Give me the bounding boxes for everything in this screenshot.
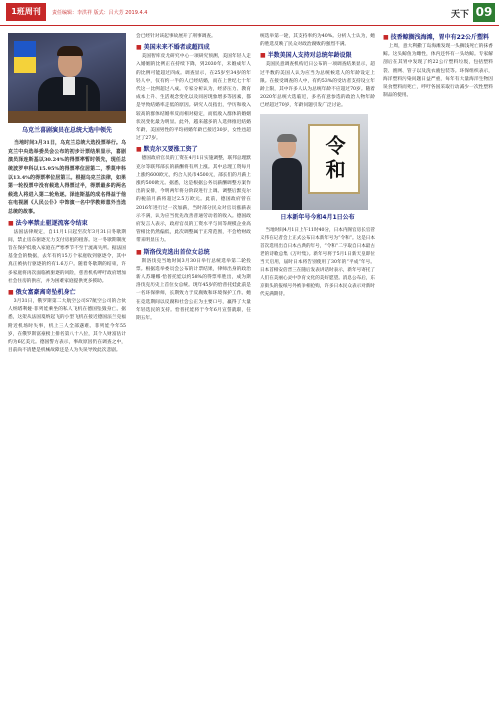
zelensky-photo [8,33,126,123]
reiwa-photo [260,114,368,210]
article-headline: ■ 默克尔又要涨工资了 [136,146,198,154]
article-body: 统选举第一轮，其支持率约为40%。分析人士认为，她的胜选反映了民众对政治腐败的强烈不满。 [260,34,375,48]
page-number: 09 [473,3,495,22]
column-2 [136,33,251,697]
article-body: 斯洛伐克当地时间3月30日举行总统选举第二轮投票。根据选举委员会公布的计票结果，律师出身的政治新人苏珊娜·恰普托娃以约58%的得票率胜出，成为斯洛伐克历史上首位女总统。现年45岁的恰普托娃此前是一名环保律师，长期致力于反腐败和环境保护工作。她在竞选期间以反腐和社会公正为主要口号，赢得了大量年轻选民的支持。恰普托娃将于今年6月宣誓就职，任期五年。 [136,258,251,322]
bullet-icon: ■ [383,34,389,41]
hair-shape [277,134,297,142]
article-body: 上周，意大利撒丁岛海滩发现一头搁浅死亡的抹香鲸。这头鲸鱼为雌性，体内还怀有一头幼鲸。专家解剖后在其胃中发现了约22公斤塑料垃圾，包括塑料袋、渔网、管子以及洗衣液包装等。环保组织表示，海洋塑料污染问题日益严重，每年有大量海洋生物因误食塑料而死亡，呼吁各国采取行动减少一次性塑料制品的使用。 [383,44,493,99]
column-3 [260,33,375,697]
desk-shape [8,111,126,123]
article-body: 法国法律规定，自11月1日起至次年3月31日冬歇期间，禁止房东驱逐无力支付房租的租客。这一冬歇期制度旨在保护低收入家庭在严寒季节不至于流离失所。据法国基金会的数据，去年有约15万个家庭收到驱逐令，其中真正被执行驱逐的约有1.6万户。随着冬歇期的结束，许多家庭将再次面临被驱逐的风险，慈善机构呼吁政府增加社会住房的供应，并为困难家庭提供更多援助。 [8,229,126,284]
photo-caption: 乌克兰喜剧演员在总统大选中领先 [21,127,112,134]
bullet-icon: ■ [136,146,142,154]
article-headline: ■ 技香鲸搁浅海滩，胃中有22公斤塑料 [383,34,490,41]
photo-caption: 日本新年号今和4月1日公布 [280,213,355,221]
article-headline: ■ 俄女富豪离奇坠机身亡 [8,288,76,296]
spokesman-figure [272,136,302,210]
article-body: 会已经针对该起事故展开了刑事调查。 [136,34,216,39]
article-body: 当地时间4月1日上午11时40分，日本内阁官房长官菅义伟在记者会上正式公布日本新年号为“令和”。这是日本首次选用出自日本古典的年号，“令和”二字取自日本最古老的诗歌总集《万叶集》。新年号将于5月1日新天皇即位当天启用，届时日本将告别使用了30年的“平成”年号。日本首相安倍晋三在随后发表讲话时表示，新年号寄托了人们在美丽心灵中孕育文化的美好愿望。消息公布后，东京街头的报纸号外被争相抢购，许多日本民众表示对新时代充满期待。 [260,227,375,297]
calligraphy-board [308,124,360,194]
bullet-icon: ■ [136,248,142,256]
masthead-logo: 1班周刊 [6,3,46,21]
lead-paragraph: 当地时间3月31日，乌克兰总统大选投票举行。乌克兰中央选举委员会公布的初步计票结果显示，喜剧演员泽连斯基以30.24%的得票率暂时领先，现任总统波罗申科以15.95%的得票率位居第二，季莫申科以13.4%的得票率位居第三。根据乌克兰法律，如果第一轮投票中没有候选人得票过半，得票最多的两名候选人将进入第二轮角逐。泽连斯基的成名得益于他在电视剧《人民公仆》中饰演一名中学教师意外当选总统的故事。 [8,140,126,215]
page-header [0,0,499,26]
article-body: 美国智库皮尤研究中心一项研究预测，美国年轻人走入婚姻的比例正在持续下降，到2030年，未婚成年人的比例可能超过四成。调查显示，在25岁至34岁的年轻人中，仅有约一半的人已经结婚，而在上世纪七十年代这一比例超过八成。专家分析认为，经济压力、教育成本上升、生活观念变化以及同居现象增多等因素，都是导致结婚率走低的原因。研究人员指出，学历和收入较高的群体结婚率反而相对稳定，而低收入群体的婚姻状况变化最为明显。此外，越来越多的人选择推迟结婚年龄，美国男性的平均初婚年龄已接近30岁，女性也超过了27岁。 [136,54,251,142]
article-headline: ■ 半数美国人支持对总统年龄设限 [260,52,352,60]
column-4 [383,33,493,697]
article-body: 美国民意调查机构近日公布的一项调查结果显示，超过半数的美国人认为应当为总统候选人的年龄设定上限。在接受调查的人中，有约53%的受访者支持设立年龄上限，其中许多人认为总统年龄不应超过70岁。随着2020年总统大选临近，多名有意参选的政治人物年龄已经超过70岁，年龄问题引发广泛讨论。 [260,62,375,109]
flag-shape [14,41,36,73]
article-headline: ■ 法今率禁止驱逐流客令结束 [8,219,88,227]
hair-shape [57,46,83,56]
editor-credits: 责任编辑：李洪祥 版式：吕大芳 2019.4.4 [52,10,148,16]
article-headline: ■ 斯洛伐克选出首位女总统 [136,248,210,256]
bullet-icon: ■ [8,288,14,296]
bullet-icon: ■ [260,52,266,60]
microphone-shape [86,85,88,113]
bullet-icon: ■ [8,219,14,227]
bullet-icon: ■ [136,44,142,52]
body-shape [272,158,302,210]
article-headline: ■ 美国未来不婚者或超四成 [136,44,210,52]
article-body: 3月31日，俄罗斯第二大航空公司S7航空公司的合伙人纳塔利娅·菲列娃乘坐的私人飞机在德国坠毁身亡。据悉，这架从法国戛纳起飞的小型飞机在接近德国法兰克福附近机场时失事，机上三人全部遇难。菲列娃今年55岁，在俄罗斯富豪榜上排名第八十八位，其个人财富估计约为6亿美元。德国警方表示，事故原因仍在调查之中，目前尚不清楚是机械故障还是人为失误导致此次悲剧。 [8,298,126,354]
era-name-text: 令和 [322,134,347,183]
article-body: 德国政府官员的工资在4月1日实施调整，联邦总理默克尔等联邦部长的薪酬将有所上涨。其中总理工资每月上涨约600欧元，约合人民币4500元，部长们的月薪上涨约500欧元。据悉，这是根据公务员薪酬调整方案作出的安排，今明两年将分阶段进行上调。调整后默克尔的税前月薪将超过2.5万欧元。此前，德国政府曾在2016年进行过一次加薪，当时部分民众对官员涨薪表示不满，认为应当优先改善普通劳动者的收入。德国政府发言人表示，政府官员的工资水平与同等规模企业高管相比仍然偏低，此次调整属于正常范围，不会给财政带来明显压力。 [136,156,251,244]
shirt-shape [63,77,75,95]
column-1 [8,33,126,697]
section-title: 天下 [450,10,469,20]
